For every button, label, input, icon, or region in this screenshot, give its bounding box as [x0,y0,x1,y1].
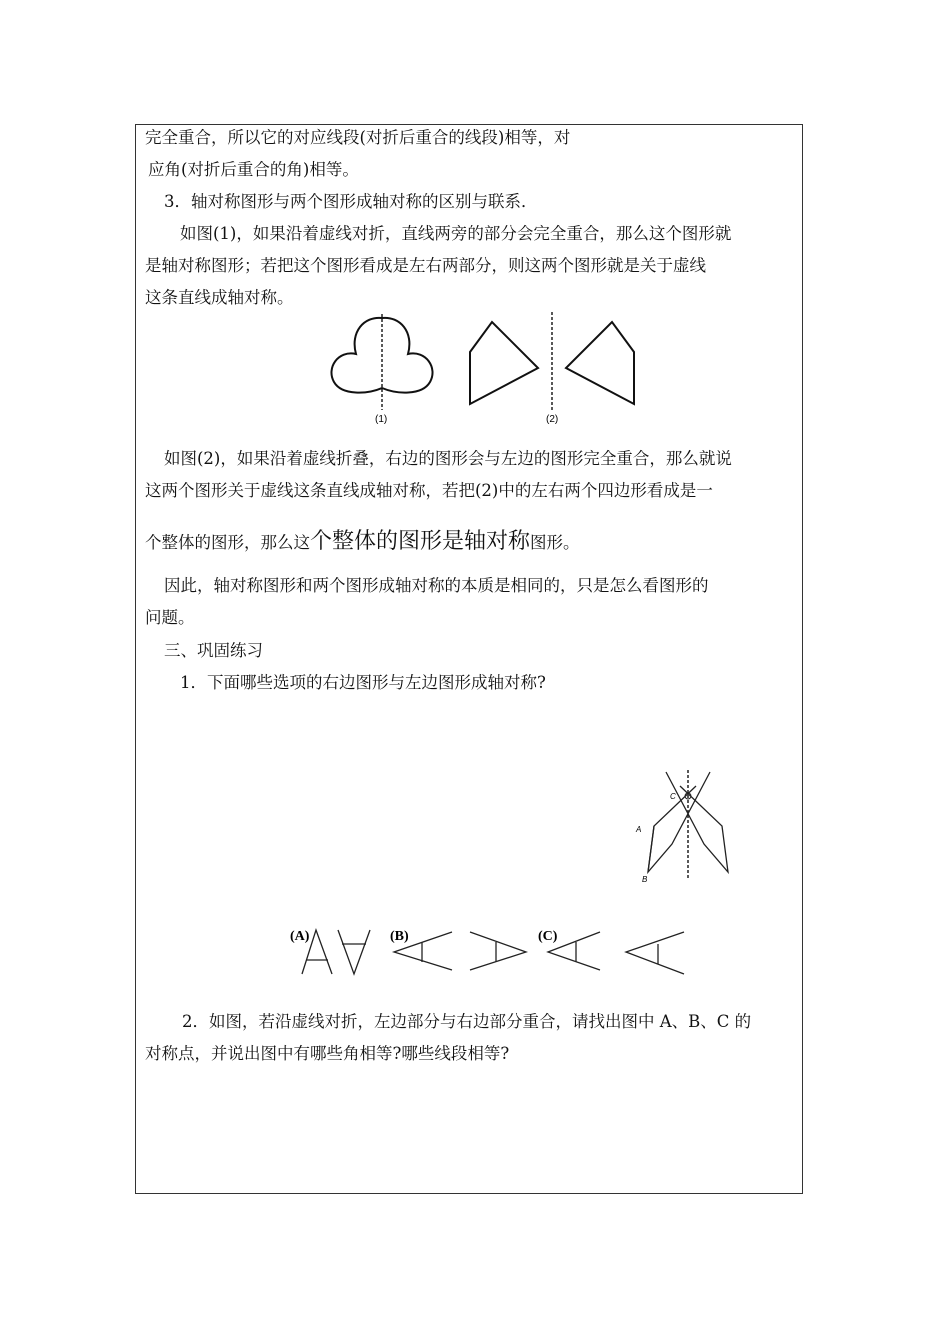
text-line-7: 如图(2)，如果沿着虚线折叠，右边的图形会与左边的图形完全重合，那么就说 [164,449,732,468]
text-line-11: 问题。 [145,608,195,627]
section-3-practice-heading: 三、巩固练习 [164,641,263,660]
text-line-6: 这条直线成轴对称。 [145,288,294,307]
text-line-5: 是轴对称图形；若把这个图形看成是左右两部分，则这两个图形就是关于虚线 [145,256,706,275]
text-line-9-part-3: 图形。 [530,533,580,552]
text-line-9-part-1: 个整体的图形，那么这 [145,533,310,552]
point-a-label: A [636,825,642,834]
question-1-options [286,922,690,978]
point-b-label: B [642,875,648,884]
figure-1-label: (1) [375,414,388,425]
figure-2-label: (2) [546,414,559,425]
text-line-8: 这两个图形关于虚线这条直线成轴对称，若把(2)中的左右两个四边形看成是一 [145,481,713,500]
question-1: 1．下面哪些选项的右边图形与左边图形成轴对称? [180,673,546,692]
text-line-1: 完全重合，所以它的对应线段(对折后重合的线段)相等，对 [145,128,571,147]
option-a-label: (A) [290,929,310,944]
option-c-label: (C) [538,929,558,944]
section-3-heading: 3．轴对称图形与两个图形成轴对称的区别与联系． [164,192,538,211]
question-2-figure [632,768,742,886]
text-line-4: 如图(1)，如果沿着虚线对折，直线两旁的部分会完全重合，那么这个图形就 [180,224,732,243]
text-line-9-enlarged: 个整体的图形是轴对称 [310,529,531,554]
point-c-label: C [670,792,676,801]
symmetry-figures-1-2 [320,310,660,430]
text-line-10: 因此，轴对称图形和两个图形成轴对称的本质是相同的，只是怎么看图形的 [164,576,709,595]
text-line-9 [145,529,580,554]
option-b-label: (B) [390,929,409,944]
text-line-2: 应角(对折后重合的角)相等。 [148,160,359,179]
question-2-line-1: 2．如图，若沿虚线对折，左边部分与右边部分重合，请找出图中 A、B、C 的 [182,1012,752,1031]
question-2-line-2: 对称点，并说出图中有哪些角相等?哪些线段相等? [145,1044,510,1063]
